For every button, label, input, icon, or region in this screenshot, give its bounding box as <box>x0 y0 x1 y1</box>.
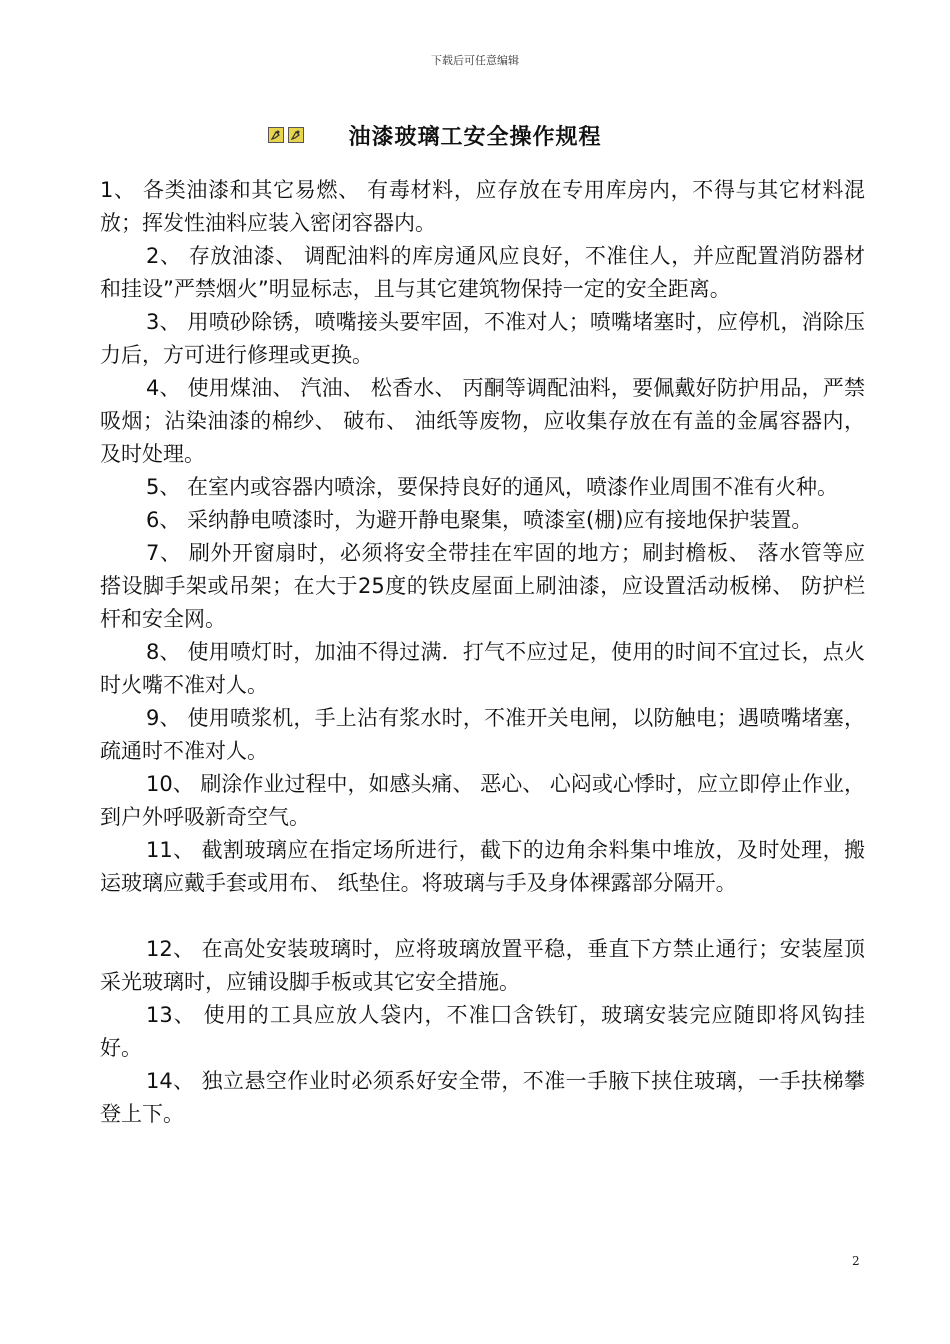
paragraph-11: 11、 截割玻璃应在指定场所进行，截下的边角余料集中堆放，及时处理，搬运玻璃应戴手套或用布、 纸垫住。将玻璃与手及身体裸露部分隔开。 <box>100 838 865 895</box>
paragraph-3: 3、 用喷砂除锈，喷嘴接头要牢固，不准对人；喷嘴堵塞时，应停机，消除压力后，方可进行修理或更换。 <box>100 310 865 367</box>
paragraph-12: 12、 在高处安装玻璃时，应将玻璃放置平稳，垂直下方禁止通行；安装屋顶采光玻璃时，应铺设脚手板或其它安全措施。 <box>100 937 865 994</box>
paragraph-7: 7、 刷外开窗扇时，必须将安全带挂在牢固的地方；刷封檐板、 落水管等应搭设脚手架或吊架；在大于25度的铁皮屋面上刷油漆，应设置活动板梯、 防护栏杆和安全网。 <box>100 541 865 631</box>
title-row <box>0 120 950 150</box>
document-title: 油漆玻璃工安全操作规程 <box>348 124 602 150</box>
paragraph-5: 5、 在室内或容器内喷涂，要保持良好的通风，喷漆作业周围不准有火种。 <box>146 475 839 499</box>
decorative-clip-icon <box>288 127 304 143</box>
paragraph-13: 13、 使用的工具应放人袋内，不准囗含铁钉，玻璃安装完应随即将风钩挂好。 <box>100 1003 865 1060</box>
paragraph-9: 9、 使用喷浆机，手上沾有浆水时，不准开关电闸，以防触电；遇喷嘴堵塞，疏通时不准对人。 <box>100 706 865 763</box>
title-icons <box>268 127 304 143</box>
decorative-clip-icon <box>268 127 284 143</box>
document-body <box>100 174 865 1131</box>
page-number: 2 <box>852 1254 860 1268</box>
paragraph-2: 2、 存放油漆、 调配油料的库房通风应良好，不准住人，并应配置消防器材和挂设”严禁烟火”明显标志，且与其它建筑物保持一定的安全距离。 <box>100 244 865 301</box>
paragraph-8: 8、 使用喷灯时，加油不得过满．打气不应过足，使用的时间不宜过长，点火时火嘴不准对人。 <box>100 640 865 697</box>
paragraph-4: 4、 使用煤油、 汽油、 松香水、 丙酮等调配油料，要佩戴好防护用品，严禁吸烟；沾染油漆的棉纱、 破布、 油纸等废物，应收集存放在有盖的金属容器内，及时处理。 <box>100 376 865 466</box>
paragraph-6: 6、 采纳静电喷漆时，为避开静电聚集，喷漆室(棚)应有接地保护装置。 <box>146 508 813 532</box>
paragraph-14: 14、 独立悬空作业时必须系好安全带，不准一手腋下挟住玻璃，一手扶梯攀登上下。 <box>100 1069 865 1126</box>
header-note: 下载后可任意编辑 <box>431 54 519 67</box>
paragraph-1: 1、 各类油漆和其它易燃、 有毒材料，应存放在专用库房内，不得与其它材料混放；挥发性油料应装入密闭容器内。 <box>100 178 865 235</box>
paragraph-10: 10、 刷涂作业过程中，如感头痛、 恶心、 心闷或心悸时，应立即停止作业，到户外呼吸新奇空气。 <box>100 772 865 829</box>
